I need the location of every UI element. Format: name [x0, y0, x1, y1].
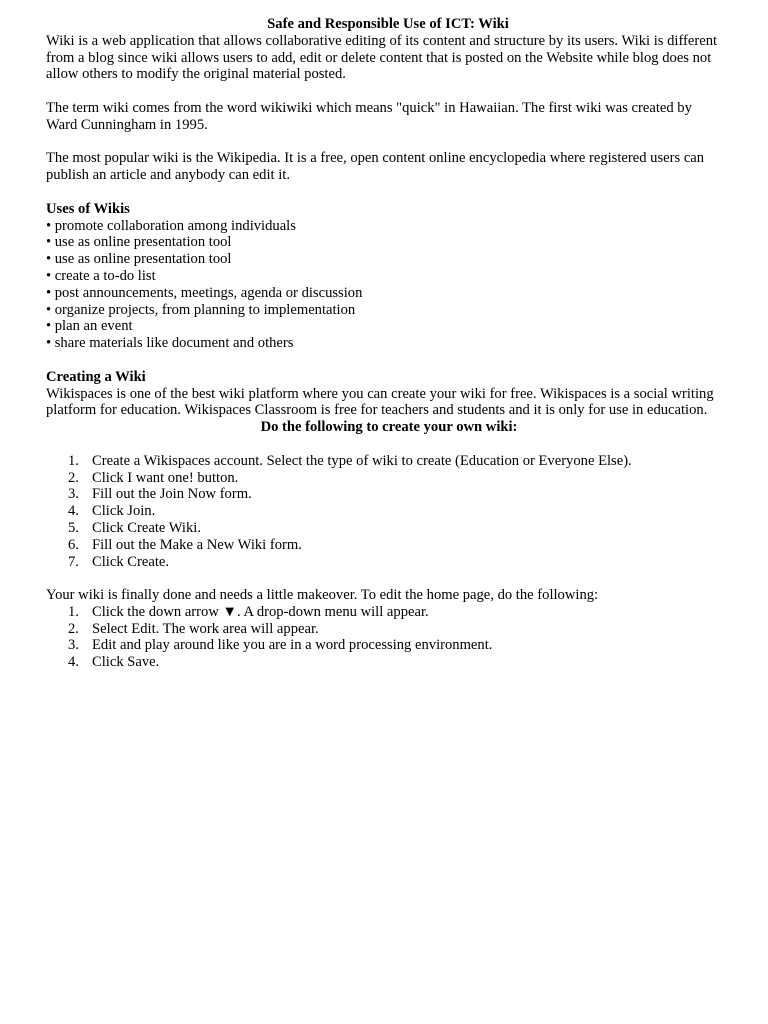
steps-heading: Do the following to create your own wiki: — [260, 419, 518, 436]
list-item — [46, 503, 726, 520]
step-number: 3. — [68, 637, 79, 654]
step-text: Click Save. — [92, 654, 160, 671]
list-item: • create a to-do list — [46, 267, 156, 284]
step-number: 5. — [68, 519, 79, 536]
list-item: • plan an event — [46, 318, 133, 335]
list-item — [46, 554, 726, 571]
spacer — [46, 134, 726, 151]
list-item: • promote collaboration among individuals — [46, 217, 296, 234]
list-item — [46, 654, 726, 671]
step-text: Fill out the Make a New Wiki form. — [92, 536, 302, 553]
list-item — [46, 520, 726, 537]
list-item: • organize projects, from planning to implementation — [46, 301, 356, 318]
step-number: 4. — [68, 503, 79, 520]
step-text: Fill out the Join Now form. — [92, 486, 252, 503]
step-number: 4. — [68, 654, 79, 671]
document-title: Safe and Responsible Use of ICT: Wiki — [267, 16, 509, 32]
spacer — [46, 352, 726, 369]
step-text: Click Create Wiki. — [92, 519, 201, 536]
list-item — [46, 537, 726, 554]
list-item — [46, 453, 726, 470]
step-number: 6. — [68, 536, 79, 553]
list-item — [46, 621, 726, 638]
step-text: Click the down arrow ▼. A drop-down menu will appear. — [92, 603, 429, 620]
step-number: 1. — [68, 603, 79, 620]
list-item — [46, 604, 726, 621]
spacer — [46, 83, 726, 100]
edit-intro-paragraph: Your wiki is finally done and needs a little makeover. To edit the home page, do the following: — [46, 587, 599, 604]
list-item — [46, 637, 726, 654]
intro-paragraph-2: The term wiki comes from the word wikiwiki which means "quick" in Hawaiian. The first wiki was created by Ward Cunningham in 1995. — [46, 99, 692, 133]
spacer — [46, 570, 726, 587]
list-item: • use as online presentation tool — [46, 234, 232, 251]
step-text: Create a Wikispaces account. Select the type of wiki to create (Education or Everyone Else). — [92, 452, 632, 469]
step-text: Edit and play around like you are in a word processing environment. — [92, 637, 493, 654]
intro-paragraph-1: Wiki is a web application that allows collaborative editing of its content and structure by its users. Wiki is different from a blog since wiki allows users to add, edit or delete content that is posted on the Website while blog does not allow others to modify the original material posted. — [46, 32, 718, 83]
list-item: • post announcements, meetings, agenda or discussion — [46, 284, 363, 301]
intro-paragraph-3: The most popular wiki is the Wikipedia. It is a free, open content online encyclopedia where registered users can publish an article and anybody can edit it. — [46, 150, 705, 184]
list-item: • use as online presentation tool — [46, 251, 232, 268]
step-number: 1. — [68, 452, 79, 469]
list-item: • share materials like document and others — [46, 335, 294, 352]
step-number: 3. — [68, 486, 79, 503]
create-steps-list — [46, 453, 726, 571]
step-number: 2. — [68, 620, 79, 637]
uses-heading: Uses of Wikis — [46, 200, 130, 217]
spacer — [46, 436, 726, 453]
step-text: Click I want one! button. — [92, 469, 239, 486]
step-text: Select Edit. The work area will appear. — [92, 620, 319, 637]
list-item — [46, 470, 726, 487]
creating-paragraph: Wikispaces is one of the best wiki platform where you can create your wiki for free. Wikispaces is a social writing platform for education. Wikispaces Classroom is free for teachers and students and it is only for use in education. — [46, 385, 714, 419]
step-number: 7. — [68, 553, 79, 570]
document-page — [46, 16, 726, 671]
step-text: Click Create. — [92, 553, 169, 570]
edit-steps-list — [46, 604, 726, 671]
step-text: Click Join. — [92, 503, 156, 520]
uses-list — [46, 218, 726, 352]
step-number: 2. — [68, 469, 79, 486]
list-item — [46, 486, 726, 503]
spacer — [46, 184, 726, 201]
creating-heading: Creating a Wiki — [46, 368, 146, 385]
